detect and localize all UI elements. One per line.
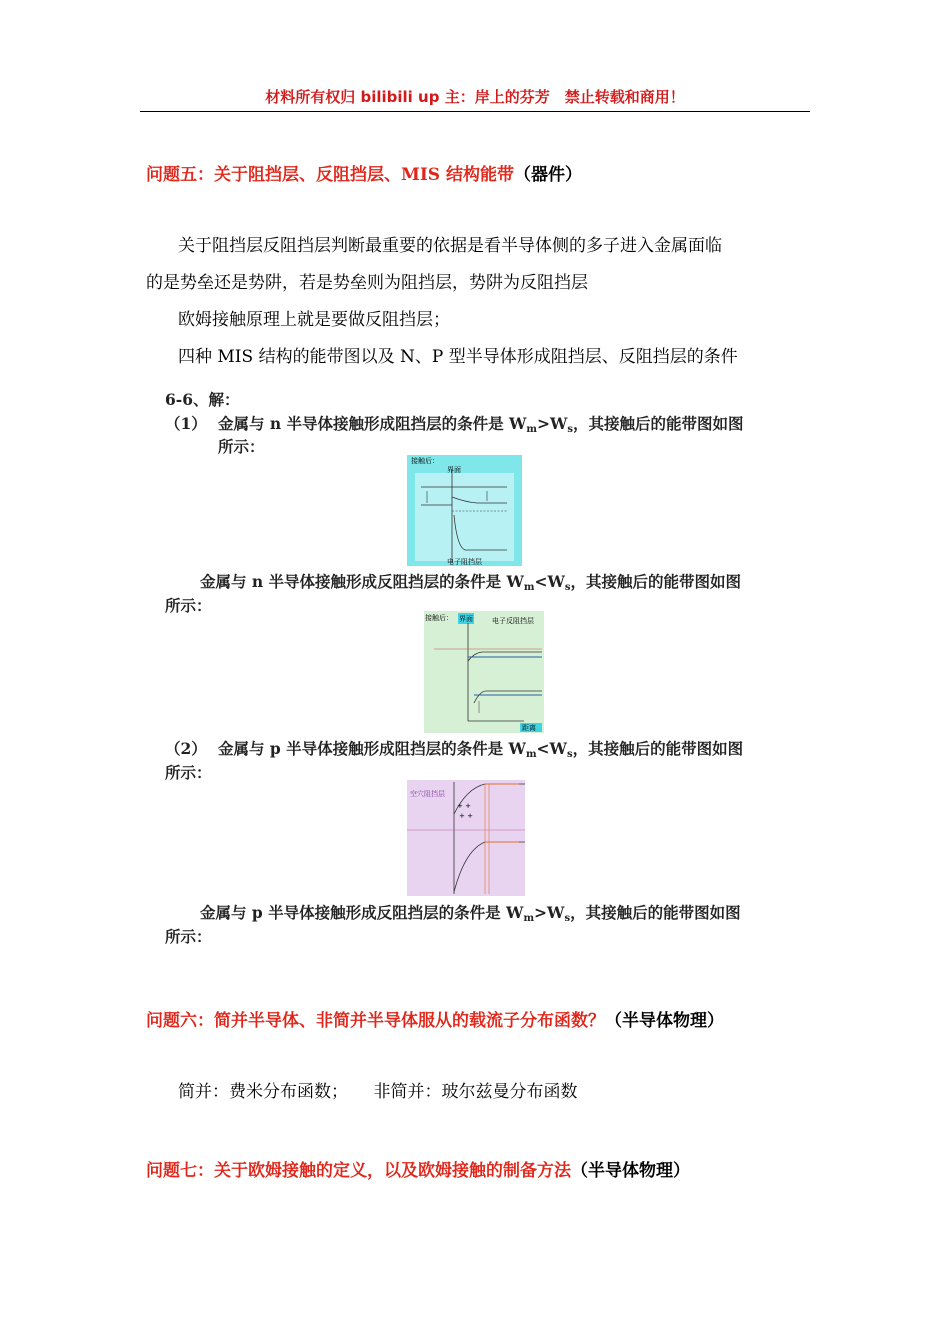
sub-s: s <box>564 582 571 593</box>
q5-paragraph-3: 四种 MIS 结构的能带图以及 N、P 型半导体形成阻挡层、反阻挡层的条件 <box>178 347 738 367</box>
band-diagram-1-svg <box>407 455 522 566</box>
diagram-2-background <box>424 611 544 733</box>
item-4-text-tail: ，其接触后的能带图如图 <box>570 903 741 922</box>
diagram-1-label-top: 接触后： <box>411 457 439 465</box>
band-diagram-hole-blocking <box>407 780 525 896</box>
q5-paragraph-1-line-1: 关于阻挡层反阻挡层判断最重要的依据是看半导体侧的多子进入金属面临 <box>178 236 722 256</box>
diagram-2-label-right: 电子反阻挡层 <box>492 617 534 625</box>
solution-item-4-line-1 <box>200 901 741 924</box>
sub-s: s <box>566 749 573 760</box>
q6-answer: 简并：费米分布函数； 非简并：玻尔兹曼分布函数 <box>178 1082 578 1102</box>
diagram-2-label-top: 接触后： <box>425 614 453 622</box>
band-diagram-electron-anti-blocking <box>424 611 544 733</box>
q5-title-tag: （器件） <box>513 165 582 185</box>
q5-paragraph-2: 欧姆接触原理上就是要做反阻挡层； <box>178 310 450 330</box>
q6-title-tag: （半导体物理） <box>605 1011 724 1031</box>
solution-item-1-number: （1） <box>165 414 207 433</box>
sub-s: s <box>567 424 574 435</box>
solution-item-1-line-1 <box>218 412 744 435</box>
item-1-text-tail: ，其接触后的能带图如图 <box>573 414 744 433</box>
q7-title-main: 问题七：关于欧姆接触的定义，以及欧姆接触的制备方法 <box>146 1161 571 1181</box>
diagram-1-label-interface: 界面 <box>447 466 461 474</box>
sub-m: m <box>523 582 535 593</box>
relation: >W <box>536 414 568 433</box>
diagram-1-label-bottom: 电子阻挡层 <box>447 558 482 566</box>
sub-m: m <box>523 913 535 924</box>
item-2-text: 金属与 n 半导体接触形成反阻挡层的条件是 W <box>200 572 524 591</box>
q5-title <box>146 160 582 185</box>
solution-item-2-line-1 <box>200 570 741 593</box>
sub-m: m <box>525 749 537 760</box>
band-diagram-2-svg <box>424 611 544 733</box>
band-diagram-electron-blocking <box>407 455 522 566</box>
item-1-text: 金属与 n 半导体接触形成阻挡层的条件是 W <box>218 414 527 433</box>
header-rule <box>140 111 810 112</box>
band-diagram-3-svg <box>407 780 525 896</box>
diagram-3-plus-marks-2: + + <box>459 812 473 820</box>
diagram-1-plot-area <box>415 473 514 561</box>
q7-title <box>146 1156 690 1181</box>
diagram-2-label-interface: 界面 <box>459 615 473 623</box>
solution-item-4-line-2: 所示： <box>165 927 212 946</box>
solution-item-3-number: （2） <box>165 739 207 758</box>
diagram-3-plus-marks: + + <box>457 802 471 810</box>
diagram-2-label-bottom: 距离 <box>522 724 536 732</box>
q6-title-main: 问题六：简并半导体、非简并半导体服从的载流子分布函数？ <box>146 1011 605 1031</box>
solution-item-1-line-2: 所示： <box>218 437 265 456</box>
item-3-text: 金属与 p 半导体接触形成阻挡层的条件是 W <box>218 739 526 758</box>
relation: <W <box>534 572 565 591</box>
item-3-text-tail: ，其接触后的能带图如图 <box>572 739 744 758</box>
solution-item-3-line-1 <box>218 737 743 760</box>
solution-heading: 6-6、解： <box>165 390 240 409</box>
diagram-3-label-top: 空穴阻挡层 <box>410 790 445 798</box>
q5-paragraph-1-line-2: 的是势垒还是势阱，若是势垒则为阻挡层，势阱为反阻挡层 <box>146 273 588 293</box>
q5-title-main: 问题五：关于阻挡层、反阻挡层、MIS 结构能带 <box>146 165 514 185</box>
copyright-notice: 材料所有权归 bilibili up 主：岸上的芬芳 禁止转载和商用！ <box>265 88 685 106</box>
q6-title <box>146 1006 724 1031</box>
item-4-text: 金属与 p 半导体接触形成反阻挡层的条件是 W <box>200 903 524 922</box>
solution-item-3-line-2: 所示： <box>165 763 212 782</box>
relation: >W <box>534 903 565 922</box>
solution-item-2-line-2: 所示： <box>165 596 212 615</box>
q7-title-tag: （半导体物理） <box>571 1161 690 1181</box>
sub-m: m <box>526 424 537 435</box>
sub-s: s <box>564 913 571 924</box>
relation: <W <box>536 739 567 758</box>
item-2-text-tail: ，其接触后的能带图如图 <box>570 572 742 591</box>
